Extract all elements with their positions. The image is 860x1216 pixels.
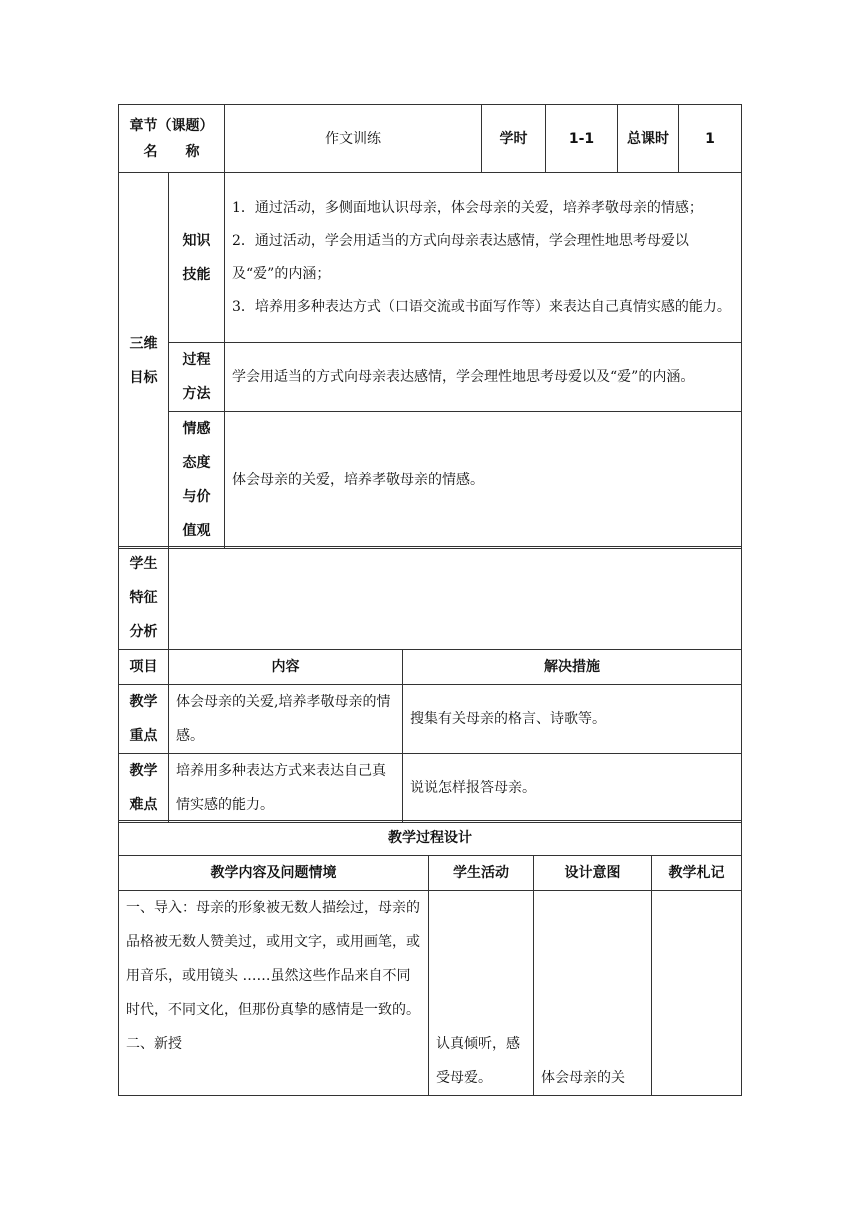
chapter-label-cell <box>119 105 225 173</box>
new-lesson-text: 二、新授 <box>126 1036 182 1052</box>
difficulty-label <box>119 754 169 823</box>
emotion-label-line1: 情感 <box>182 421 211 437</box>
total-hours-value: 1 <box>679 105 742 173</box>
student-label <box>119 547 169 650</box>
teaching-notes-cell <box>652 891 742 1096</box>
key-label-line2: 重点 <box>129 728 158 744</box>
col-content: 内容 <box>169 650 403 685</box>
student-label-line2: 特征 <box>129 590 158 606</box>
student-activity-cell <box>429 891 534 1096</box>
header-row <box>119 105 742 173</box>
emotion-label <box>169 412 225 549</box>
key-content: 体会母亲的关爱,培养孝敬母亲的情感。 <box>169 685 403 754</box>
goals-label-line2: 目标 <box>129 369 158 386</box>
student-text <box>169 547 742 650</box>
analysis-table <box>118 546 742 823</box>
difficulty-content: 培养用多种表达方式来表达自己真情实感的能力。 <box>169 754 403 823</box>
emotion-label-line3: 与价 <box>182 489 211 505</box>
student-label-line1: 学生 <box>129 556 158 572</box>
total-hours-label: 总课时 <box>618 105 679 173</box>
knowledge-item-2: 2．通过活动，学会用适当的方式向母亲表达感情，学会理性地思考母爱以及“爱”的内涵； <box>232 232 689 282</box>
key-point-row <box>119 685 742 754</box>
process-method-row <box>119 343 742 412</box>
process-text: 学会用适当的方式向母亲表达感情，学会理性地思考母爱以及“爱”的内涵。 <box>225 343 742 412</box>
items-header-row <box>119 650 742 685</box>
emotion-text: 体会母亲的关爱，培养孝敬母亲的情感。 <box>225 412 742 549</box>
process-label <box>169 343 225 412</box>
student-activity-text: 认真倾听，感受母爱。 <box>436 1036 520 1086</box>
lesson-plan-table <box>118 104 742 549</box>
knowledge-label-line2: 技能 <box>182 266 211 283</box>
hours-value: 1-1 <box>546 105 618 173</box>
process-label-line2: 方法 <box>182 386 211 402</box>
process-table <box>118 820 742 1096</box>
student-label-line3: 分析 <box>129 624 158 640</box>
process-title-row <box>119 821 742 856</box>
goals-label-line1: 三维 <box>129 335 158 352</box>
col-measures: 解决措施 <box>403 650 742 685</box>
difficulty-row <box>119 754 742 823</box>
col-student-activity: 学生活动 <box>429 856 534 891</box>
difficulty-label-line2: 难点 <box>129 797 158 813</box>
knowledge-item-1: 1．通过活动，多侧面地认识母亲，体会母亲的关爱，培养孝敬母亲的情感； <box>232 199 703 216</box>
col-teaching-notes: 教学札记 <box>652 856 742 891</box>
process-body-row <box>119 891 742 1096</box>
emotion-label-line4: 值观 <box>182 523 211 539</box>
knowledge-item-3: 3．培养用多种表达方式（口语交流或书面写作等）来表达自己真情实感的能力。 <box>232 298 731 315</box>
difficulty-measure: 说说怎样报答母亲。 <box>403 754 742 823</box>
process-label-line1: 过程 <box>182 352 211 368</box>
student-row <box>119 547 742 650</box>
key-label-line1: 教学 <box>129 694 158 710</box>
col-process-content: 教学内容及问题情境 <box>119 856 429 891</box>
design-intent-text: 体会母亲的关 <box>541 1070 625 1086</box>
process-header-row <box>119 856 742 891</box>
lesson-title: 作文训练 <box>225 105 482 173</box>
design-intent-cell <box>534 891 652 1096</box>
key-measure: 搜集有关母亲的格言、诗歌等。 <box>403 685 742 754</box>
difficulty-label-line1: 教学 <box>129 763 158 779</box>
knowledge-label <box>169 173 225 343</box>
knowledge-text <box>225 173 742 343</box>
knowledge-label-line1: 知识 <box>182 232 211 249</box>
col-item: 项目 <box>119 650 169 685</box>
key-label <box>119 685 169 754</box>
intro-text: 一、导入：母亲的形象被无数人描绘过，母亲的品格被无数人赞美过，或用文字，或用画笔，或用音乐，或用镜头 ……虽然这些作品来自不同时代，不同文化，但那份真挚的感情是一致的。 <box>126 900 420 1018</box>
knowledge-row <box>119 173 742 343</box>
hours-label: 学时 <box>482 105 546 173</box>
col-design-intent: 设计意图 <box>534 856 652 891</box>
chapter-label-name: 名 <box>143 143 158 160</box>
chapter-label-title: 称 <box>185 143 200 160</box>
chapter-label-line1: 章节（课题） <box>129 117 214 134</box>
goals-label <box>119 173 169 549</box>
process-content-cell <box>119 891 429 1096</box>
process-title: 教学过程设计 <box>119 821 742 856</box>
emotion-label-line2: 态度 <box>182 455 211 471</box>
emotion-row <box>119 412 742 549</box>
